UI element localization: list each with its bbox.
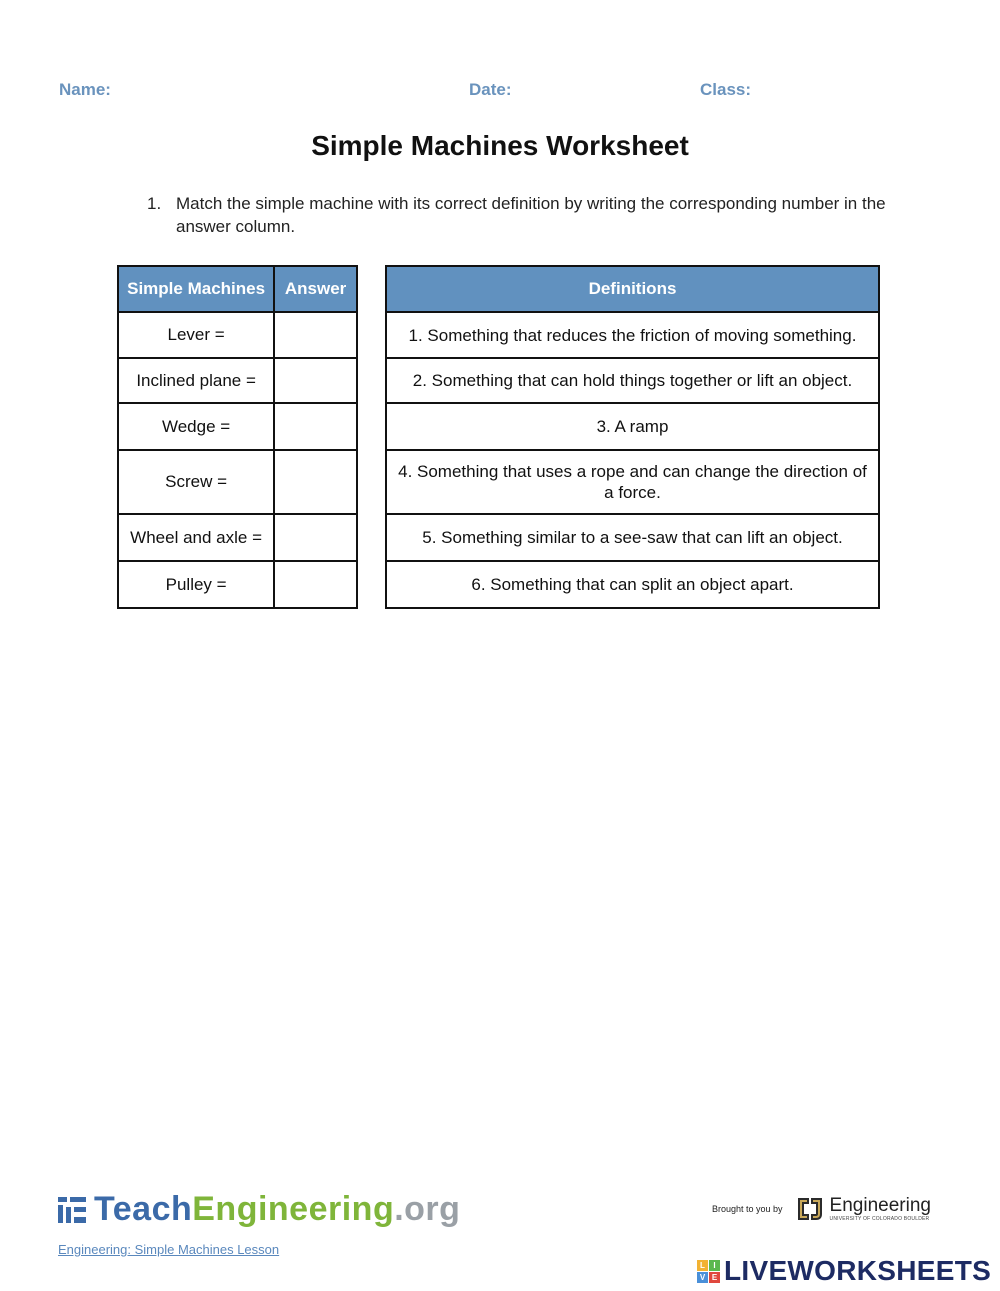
teachengineering-mark-icon <box>58 1195 86 1223</box>
definitions-table <box>385 265 880 609</box>
answer-cell-lever[interactable] <box>274 312 357 358</box>
machine-cell: Wedge = <box>118 403 274 450</box>
teachengineering-logo <box>58 1189 460 1229</box>
definition-cell: 6. Something that can split an object apart. <box>386 561 879 608</box>
definition-cell: 4. Something that uses a rope and can change the direction of a force. <box>386 450 879 514</box>
table-row <box>386 358 879 403</box>
table-row <box>118 312 357 358</box>
machine-cell: Screw = <box>118 450 274 514</box>
logo-org: .org <box>394 1189 461 1228</box>
logo-teach: Teach <box>94 1189 193 1228</box>
machines-header: Simple Machines <box>118 266 274 312</box>
live-letter: L <box>697 1260 708 1271</box>
machines-table <box>117 265 358 609</box>
answer-header: Answer <box>274 266 357 312</box>
table-row <box>386 514 879 561</box>
table-row <box>118 514 357 561</box>
answer-cell-inclined-plane[interactable] <box>274 358 357 403</box>
lesson-link[interactable]: Engineering: Simple Machines Lesson <box>58 1242 280 1257</box>
table-row <box>386 450 879 514</box>
cu-buffalo-icon <box>795 1194 825 1224</box>
machine-cell: Wheel and axle = <box>118 514 274 561</box>
logo-engineering: Engineering <box>192 1189 395 1228</box>
page-title: Simple Machines Worksheet <box>311 130 689 161</box>
answer-cell-screw[interactable] <box>274 450 357 514</box>
class-label: Class: <box>700 80 752 99</box>
date-label: Date: <box>469 80 512 99</box>
table-row <box>118 561 357 608</box>
liveworksheets-blocks-icon <box>697 1260 720 1283</box>
machine-cell: Inclined plane = <box>118 358 274 403</box>
answer-cell-pulley[interactable] <box>274 561 357 608</box>
answer-cell-wedge[interactable] <box>274 403 357 450</box>
instruction-number: 1. <box>147 194 162 213</box>
definition-cell: 5. Something similar to a see-saw that can lift an object. <box>386 514 879 561</box>
table-row <box>386 403 879 450</box>
instruction <box>147 192 907 238</box>
live-letter: V <box>697 1272 708 1283</box>
table-row <box>118 450 357 514</box>
cu-engineering-text: Engineering <box>829 1195 931 1216</box>
liveworksheets-logo <box>697 1255 991 1287</box>
machine-cell: Pulley = <box>118 561 274 608</box>
cu-engineering-logo <box>712 1194 931 1224</box>
definition-cell: 3. A ramp <box>386 403 879 450</box>
table-row <box>118 403 357 450</box>
definition-cell: 2. Something that can hold things together or lift an object. <box>386 358 879 403</box>
machine-cell: Lever = <box>118 312 274 358</box>
live-letter: I <box>709 1260 720 1271</box>
cu-subtitle: UNIVERSITY OF COLORADO BOULDER <box>829 1216 930 1222</box>
answer-cell-wheel-and-axle[interactable] <box>274 514 357 561</box>
name-label: Name: <box>59 80 111 99</box>
definitions-header: Definitions <box>386 266 879 312</box>
table-row <box>386 312 879 358</box>
table-row <box>386 561 879 608</box>
brought-by-text: Brought to you by <box>712 1204 783 1214</box>
live-letter: E <box>709 1272 720 1283</box>
instruction-text: Match the simple machine with its correct definition by writing the corresponding number in the answer column. <box>176 194 886 236</box>
definition-cell: 1. Something that reduces the friction of moving something. <box>386 312 879 358</box>
table-row <box>118 358 357 403</box>
liveworksheets-wordmark: LIVEWORKSHEETS <box>724 1255 992 1286</box>
